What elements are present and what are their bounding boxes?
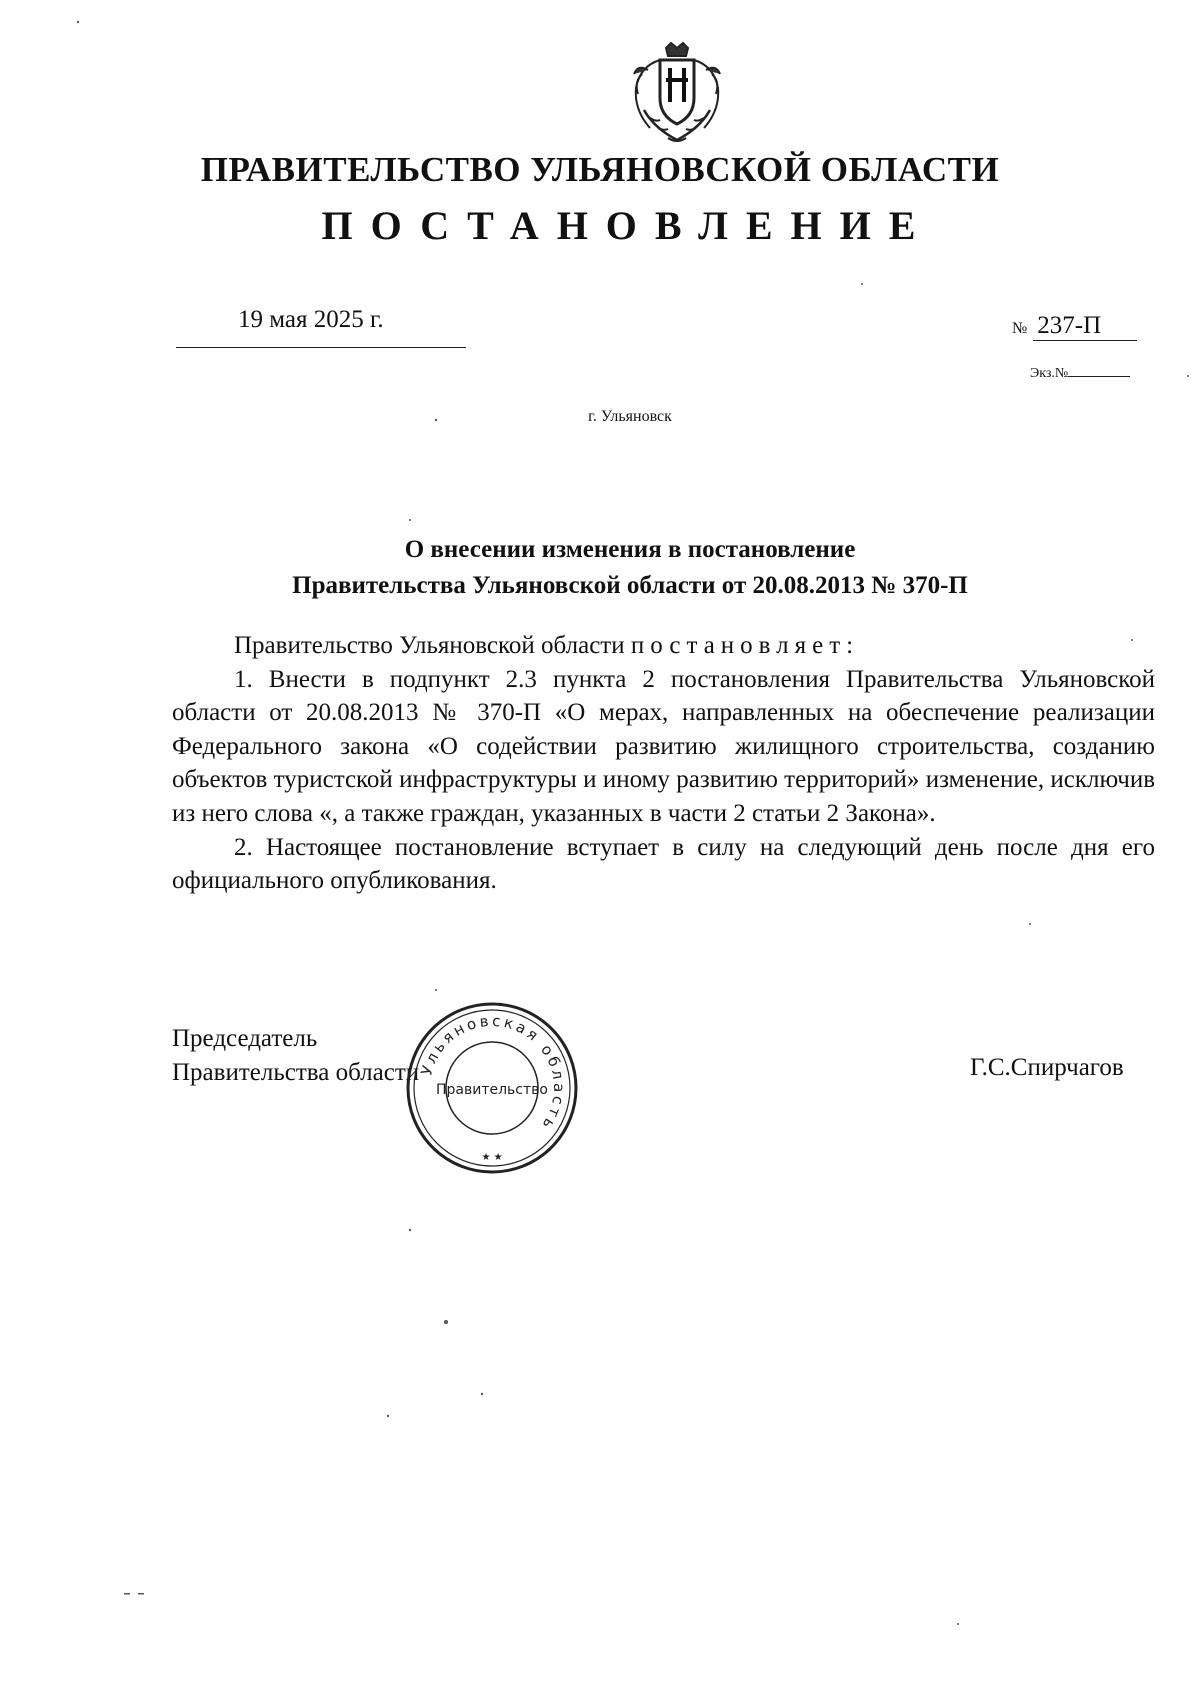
date-underline (176, 347, 466, 348)
document-subject (0, 532, 1200, 604)
stamp-stars-icon: ★ ★ (481, 1152, 503, 1163)
signatory-title-line-2: Правительства области (172, 1059, 420, 1086)
document-type-title: ПОСТАНОВЛЕНИЕ (321, 203, 934, 248)
copy-number-label: Экз.№ (1030, 366, 1069, 381)
preamble-spaced: постановляет (630, 632, 847, 659)
signatory-name: Г.С.Спирчагов (970, 1054, 1124, 1081)
document-date: 19 мая 2025 г. (238, 306, 384, 333)
document-number (1012, 312, 1137, 341)
number-value: 237-П (1033, 312, 1137, 341)
preamble (172, 629, 1155, 663)
government-title: ПРАВИТЕЛЬСТВО УЛЬЯНОВСКОЙ ОБЛАСТИ (200, 150, 1000, 189)
preamble-end: : (846, 632, 854, 659)
subject-line-2: Правительства Ульяновской области от 20.08.2013 № 370-П (292, 572, 968, 599)
city: г. Ульяновск (588, 408, 672, 425)
number-sign: № (1012, 320, 1028, 337)
copy-number-line (1068, 376, 1130, 377)
preamble-start: Правительство Ульяновской области (234, 632, 631, 659)
signatory-title (172, 1022, 419, 1090)
paragraph-2: 2. Настоящее постановление вступает в силу на следующий день после дня его официального опубликования. (172, 833, 1155, 895)
coat-of-arms-icon (622, 40, 732, 150)
stamp-center-text: Правительство (436, 1082, 548, 1098)
document-body (172, 629, 1155, 898)
paragraph-1: 1. Внести в подпункт 2.3 пункта 2 постановления Правительства Ульяновской области от 20.08.2013 № 370-П «О мерах, направленных на обеспечение реализации Федерального закона «О содействии развитию жилищного строительства, созданию объектов туристской инфраструктуры и иному развитию территорий» изменение, исключив из него слова «, а также граждан, указанных в части 2 статьи 2 Закона». (172, 665, 1155, 827)
stamp-ring-text: Ульяновская область (417, 1011, 569, 1135)
signatory-title-line-1: Председатель (172, 1025, 318, 1052)
official-stamp-icon (404, 1000, 580, 1176)
copy-number (1030, 366, 1130, 382)
subject-line-1: О внесении изменения в постановление (404, 536, 856, 563)
